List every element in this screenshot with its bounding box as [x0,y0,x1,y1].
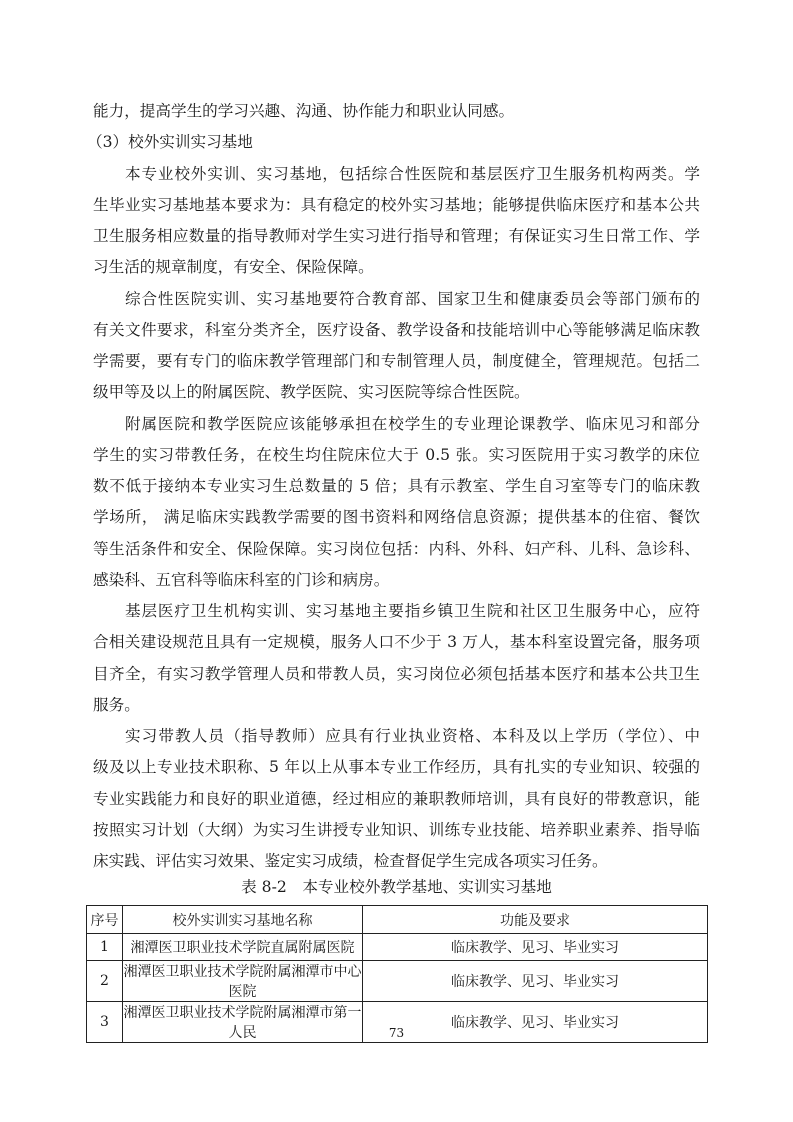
page-number: 73 [388,1026,405,1040]
text-line: 基层医疗卫生机构实训、实习基地主要指乡镇卫生院和社区卫生服务中心，应符 [125,602,700,620]
text-line: 实习带教人员（指导教师）应具有行业执业资格、本科及以上学历（学位）、中 [125,727,700,745]
cell-base-name: 湘潭医卫职业技术学院附属湘潭市第一人民 [123,1002,363,1043]
training-bases-table [86,905,708,1043]
paragraph [93,159,700,284]
section-heading [87,127,700,158]
text-line: 附属医院和教学医院应该能够承担在校学生的专业理论课教学、临床见习和部分 [125,414,700,433]
paragraph [93,596,700,721]
cell-index: 1 [87,934,123,961]
text-line: 等生活条件和安全、保险保障。实习岗位包括：内科、外科、妇产科、儿科、急诊科、 [93,539,700,558]
text-line: 床实践、评估实习效果、鉴定实习成绩，检查督促学生完成各项实习任务。 [93,852,608,870]
cell-function: 临床教学、见习、毕业实习 [363,934,708,961]
cell-base-name: 湘潭医卫职业技术学院附属湘潭市中心医院 [123,961,363,1002]
text-line: 学场所， 满足临床实践教学需要的图书资料和网络信息资源；提供基本的住宿、餐饮 [93,508,700,527]
text-line: 学需要，要有专门的临床教学管理部门和专制管理人员，制度健全，管理规范。包括二 [93,352,700,370]
cell-index: 2 [87,961,123,1002]
cell-function: 临床教学、见习、毕业实习 [363,961,708,1002]
paragraph [93,284,700,409]
text-line: 综合性医院实训、实习基地要符合教育部、国家卫生和健康委员会等部门颁布的 [125,289,700,308]
text-line: （3）校外实训实习基地 [87,133,253,152]
header-base-name: 校外实训实习基地名称 [123,906,363,934]
text-line: 能力，提高学生的学习兴趣、沟通、协作能力和职业认同感。 [93,102,515,120]
cell-function: 临床教学、见习、毕业实习 [363,1002,708,1043]
text-line: 习生活的规章制度，有安全、保险保障。 [93,258,374,277]
header-function: 功能及要求 [363,906,708,934]
text-line: 数不低于接纳本专业实习生总数量的 5 倍；具有示教室、学生自习室等专门的临床教 [93,477,700,495]
text-line: 级及以上专业技术职称、5 年以上从事本专业工作经历，具有扎实的专业知识、较强的 [93,758,700,777]
text-line: 学生的实习带教任务，在校生均住院床位大于 0.5 张。实习医院用于实习教学的床位 [93,445,700,464]
text-line: 目齐全，有实习教学管理人员和带教人员，实习岗位必须包括基本医疗和基本公共卫生 [93,664,700,683]
cell-index: 3 [87,1002,123,1043]
text-line: 本专业校外实训、实习基地，包括综合性医院和基层医疗卫生服务机构两类。学 [125,164,700,183]
text-line: 卫生服务相应数量的指导教师对学生实习进行指导和管理；有保证实习生日常工作、学 [93,227,700,245]
text-line: 感染科、五官科等临床科室的门诊和病房。 [93,570,390,589]
table-row [87,961,708,1002]
text-line: 生毕业实习基地基本要求为：具有稳定的校外实习基地；能够提供临床医疗和基本公共 [93,195,700,214]
text-line: 有关文件要求，科室分类齐全，医疗设备、教学设备和技能培训中心等能够满足临床教 [93,320,700,339]
body-text [87,96,700,877]
text-line: 专业实践能力和良好的职业道德，经过相应的兼职教师培训，具有良好的带教意识，能 [93,789,700,808]
header-index: 序号 [87,906,123,934]
paragraph [93,721,700,877]
table-caption: 表 8-2 本专业校外教学基地、实训实习基地 [241,878,552,896]
text-line: 服务。 [93,695,140,714]
text-line: 按照实习计划（大纲）为实习生讲授专业知识、训练专业技能、培养职业素养、指导临 [93,820,700,839]
table-header-row [87,906,708,934]
table-row [87,934,708,961]
paragraph [93,96,700,127]
text-line: 级甲等及以上的附属医院、教学医院、实习医院等综合性医院。 [93,383,530,402]
cell-base-name: 湘潭医卫职业技术学院直属附属医院 [123,934,363,961]
paragraph [93,409,700,597]
text-line: 合相关建设规范且具有一定规模，服务人口不少于 3 万人，基本科室设置完备，服务项 [93,633,700,652]
